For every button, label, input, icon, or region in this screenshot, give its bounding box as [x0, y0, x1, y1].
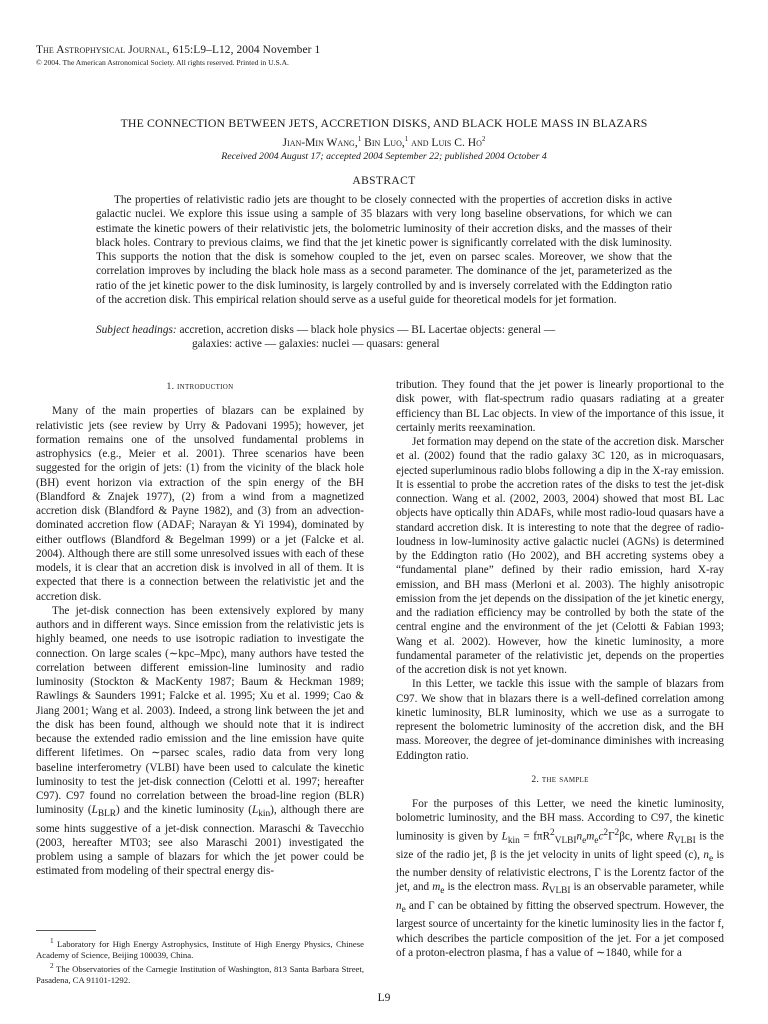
symbol: m — [586, 830, 595, 843]
footnote-rule — [36, 930, 96, 931]
subscript: e — [708, 853, 714, 864]
symbol: c — [598, 830, 604, 843]
paper-title: THE CONNECTION BETWEEN JETS, ACCRETION DISKS, AND BLACK HOLE MASS IN BLAZARS — [120, 116, 648, 130]
footnote-mark: 1 — [50, 937, 54, 945]
body-paragraph — [36, 604, 364, 879]
paragraph-text: For the purposes of this Letter, we need the kinetic luminosity, bolometric luminosity, and the BH mass. According to C97, the kinetic luminosity is given by — [396, 798, 724, 843]
publication-dates: Received 2004 August 17; accepted 2004 September 22; published 2004 October 4 — [221, 151, 547, 162]
citation-details: , 615:L9–L12, 2004 November 1 — [166, 44, 321, 56]
subscript: e — [582, 835, 587, 846]
affiliation-mark: 2 — [481, 135, 486, 143]
superscript: 2 — [603, 827, 609, 838]
symbol: L — [251, 804, 259, 817]
subscript: VLBI — [554, 835, 577, 846]
subscript: VLBI — [548, 886, 571, 897]
abstract-text: The properties of relativistic radio jets are thought to be closely connected with the properties of accretion disks in active galactic nuclei. We explore this issue using a sample of 35 blazars with very long baseline observations, for which we can estimate the kinetic powers of their relativistic jets, the bolometric luminosity of their accretion disks, and the masses of their black holes. Contrary to previous claims, we find that the jet kinetic power is significantly correlated with the disk luminosity. This supports the notion that the disk is somehow coupled to the jet, even on parsec scales. Moreover, we show that the correlation improves by including the black hole mass as a second parameter. The dominance of the jet, parameterized as the ratio of the jet kinetic power to the disk luminosity, is largely controlled by and is inversely correlated with the Eddington ratio of the accretion disk. This empirical relation should serve as a useful guide for theoretical models for jet formation. — [96, 194, 672, 307]
symbol: n — [396, 899, 402, 912]
author-list — [36, 135, 732, 149]
right-column — [396, 378, 724, 960]
paragraph-text: ) and the kinetic luminosity ( — [116, 804, 252, 817]
body-paragraph: Many of the main properties of blazars can be explained by relativistic jets (see review by Urry & Padovani 1995); however, jet formation remains one of the unsolved fundamental problems in astrophysics (e.g., Meier et al. 2001). Three scenarios have been suggested for the origin of jets: (1) from the vicinity of the black hole (BH) event horizon via extraction of the spin energy of the BH (Blandford & Znajek 1977), (2) from a wind from a magnetized accretion disk (Blandford & Payne 1982), and (3) from an advection-dominated accretion flow (ADAF; Narayan & Yi 1994), dominated by either outflows (Blandford & Begelman 1999) or a jet (Falcke et al. 2004). Although there are still some unresolved issues with each of these models, it is clear that an accretion disk is involved in all of them. It is expected that there is a connection between the relativistic jet and the accretion disk. — [36, 405, 364, 603]
symbol: R — [667, 830, 674, 843]
body-paragraph: tribution. They found that the jet power is linearly proportional to the disk power, with flat-spectrum radio quasars radiating at a greater efficiency than BL Lac objects. In view of the importance of this issue, it certainly merits reexamination. — [396, 379, 724, 434]
footnotes — [36, 936, 364, 987]
paragraph-text: and Γ can be obtained by fitting the observed spectrum. However, the largest source of uncertainty for the kinetic luminosity lies in the factor f, which describes the particle composition of the jet. For a jet composed of a proton-electron plasma, f has a value of ∼1840, while for a — [396, 899, 724, 959]
subscript: e — [594, 835, 599, 846]
author-name: Jian-Min Wang, — [282, 135, 358, 149]
subject-headings-label: Subject headings: — [96, 324, 177, 336]
footnote-text: The Observatories of the Carnegie Institution of Washington, 813 Santa Barbara Street, Pasadena, CA 91101-1292. — [36, 964, 364, 986]
author-name: and Luis C. Ho — [408, 135, 482, 149]
symbol: R — [541, 881, 549, 894]
body-paragraph: Jet formation may depend on the state of the accretion disk. Marscher et al. (2002) found that the radio galaxy 3C 120, as in microquasars, ejected superluminous radio blobs following a dip in the X-ray emission. It is essential to probe the accretion rates of the disks to test the jet-disk connection. Wang et al. (2002, 2003, 2004) showed that most BL Lac objects have optically thin ADAFs, while most radio-loud quasars have a standard accretion disk. It is interesting to note that the degree of radio-loudness in low-luminosity active galactic nuclei (AGNs) is determined by the Eddington ratio (Ho 2002), and BH accreting systems obey a “fundamental plane” defined by their radio emission, hard X-ray emission, and BH mass (Merloni et al. 2003). The highly anisotropic emission from the jet depends on the dissipation of the jet kinetic energy, and the radiation efficiency may be controlled by both the state of the central engine and the environment of the jet (Celotti & Fabian 1993; Wang et al. 2002). However, how the kinetic luminosity, a more fundamental parameter of the relativistic jet, depends on the properties of the accretion disk is not yet known. — [396, 436, 724, 676]
section-number: 2. — [531, 773, 542, 785]
subscript: kin — [258, 809, 271, 820]
subject-headings-line: accretion, accretion disks — black hole physics — BL Lacertae objects: general — — [176, 324, 556, 336]
section-name: introduction — [177, 381, 234, 392]
symbol: n — [703, 848, 709, 861]
equation-text: = fπR — [519, 830, 551, 843]
subscript: e — [440, 886, 445, 897]
paragraph-text: is the electron mass. — [444, 881, 542, 894]
paragraph-text: is the size of the radio jet, β is the jet velocity in units of light speed (c), — [396, 830, 724, 861]
subscript: kin — [507, 835, 520, 846]
footnote-mark: 2 — [50, 962, 54, 971]
page-number: L9 — [377, 992, 391, 1004]
left-column — [36, 378, 364, 879]
journal-name: The Astrophysical Journal — [36, 44, 167, 56]
subscript: BLR — [97, 809, 117, 820]
symbol: Γ — [608, 830, 615, 843]
section-heading-sample — [396, 773, 724, 787]
affiliation-mark: 1 — [404, 135, 409, 143]
symbol: n — [576, 830, 583, 843]
author-name: Bin Luo, — [361, 135, 405, 149]
paragraph-text: The jet-disk connection has been extensively explored by many authors and in different ways. Since emission from the relativistic jets is highly beamed, one needs to use isotropic radiation to investigate the connection. On large scales (∼kpc–Mpc), many authors have tested the correlation between different emission-line luminosity and radio luminosity (Stockton & MacKenty 1987; Baum & Heckman 1989; Rawlings & Saunders 1991; Falcke et al. 1995; Xu et al. 1999; Cao & Jiang 2001; Wang et al. 2003). Indeed, a strong link between the jet and the disk has been found, although we should note that it is indirect because the extended radio emission and the line emission have quite different lifetimes. On ∼parsec scales, radio data from very long baseline interferometry (VLBI) have been used to calculate the kinetic luminosity to test the jet-disk connection (Celotti et al. 1997; hereafter C97). C97 found no correlation between the broad-line region (BLR) luminosity ( — [36, 604, 364, 817]
abstract-heading: ABSTRACT — [352, 175, 416, 187]
symbol: m — [432, 881, 441, 894]
subject-headings-line: galaxies: active — galaxies: nuclei — quasars: general — [192, 338, 440, 351]
subject-headings — [96, 323, 672, 352]
body-paragraph — [396, 797, 724, 960]
copyright-notice: © 2004. The American Astronomical Society. All rights reserved. Printed in U.S.A. — [36, 58, 289, 67]
superscript: 2 — [614, 827, 620, 838]
subscript: VLBI — [673, 835, 696, 846]
section-heading-introduction — [36, 380, 364, 394]
section-name: the sample — [541, 773, 589, 785]
paragraph-text: ), although there are some hints suggestive of a jet-disk connection. Maraschi & Tavecchio (2003, hereafter MT03; see also Maraschi 2001) investigated the problem using a sample of blazars for which the jet power could be estimated from modeling of their spectral energy dis- — [36, 804, 364, 878]
affiliation-mark: 1 — [357, 135, 362, 143]
equation-text: βc, where — [619, 830, 668, 843]
paragraph-text: is the number density of relativistic electrons, Γ is the Lorentz factor of the jet, and — [396, 848, 724, 894]
superscript: 2 — [550, 827, 555, 838]
section-number: 1. — [166, 381, 177, 392]
footnote — [36, 936, 364, 961]
symbol: L — [91, 804, 98, 817]
subscript: e — [401, 905, 406, 916]
symbol: L — [501, 830, 508, 843]
journal-citation — [36, 44, 320, 56]
body-paragraph: In this Letter, we tackle this issue with the sample of blazars from C97. We show that in blazars there is a well-defined correlation among kinetic luminosity, BLR luminosity, which we use as a surrogate to represent the bolometric luminosity of the accretion disk, and the BH mass. Moreover, the degree of jet-dominance diminishes with increasing Eddington ratio. — [396, 678, 724, 762]
paragraph-text: is an observable parameter, while — [570, 881, 725, 894]
footnote-text: Laboratory for High Energy Astrophysics, Institute of High Energy Physics, Chinese Academy of Science, Beijing 100039, China. — [36, 938, 364, 961]
footnote — [36, 961, 364, 986]
